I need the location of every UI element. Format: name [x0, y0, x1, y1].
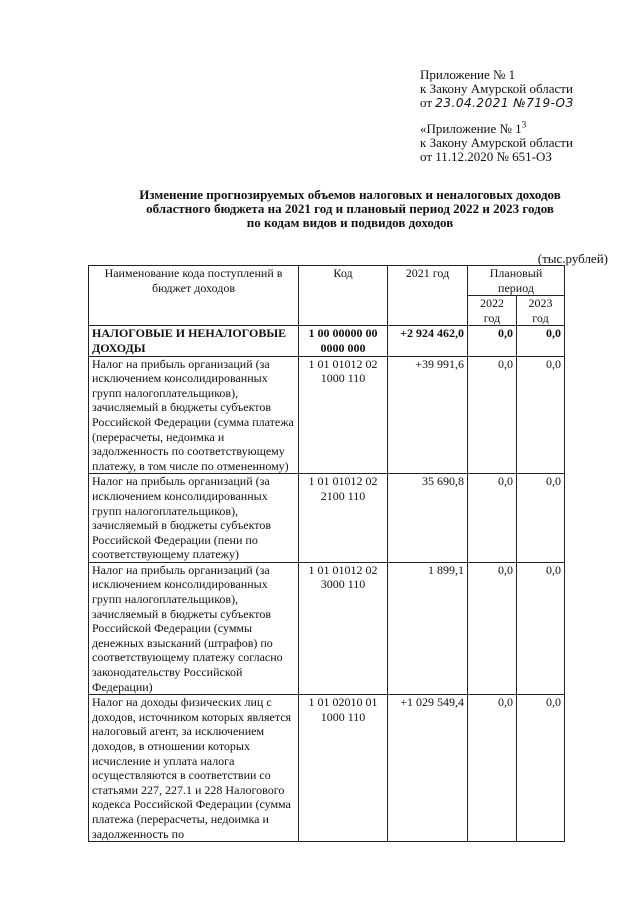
- row-name: Налог на прибыль организаций (за исключением консолидированных групп налогоплательщиков), зачисляемый в бюджеты субъектов Российской Федерации (суммы денежных взысканий (штрафов) по соответствующему платежу согласно законодательству Российской Федерации): [89, 562, 299, 694]
- row-2023: 0,0: [517, 562, 565, 694]
- title-line-2: областного бюджета на 2021 год и плановый период 2022 и 2023 годов: [146, 201, 554, 216]
- previous-appendix-header: [420, 119, 573, 164]
- title-line-3: по кодам видов и подвидов доходов: [246, 215, 454, 230]
- row-2022: 0,0: [468, 562, 517, 694]
- table-row: [89, 474, 565, 563]
- header-2023: 2023 год: [517, 296, 565, 326]
- row-2021: +2 924 462,0: [388, 326, 468, 356]
- table-header-row: [89, 266, 565, 296]
- row-2023: 0,0: [517, 326, 565, 356]
- table-row: [89, 326, 565, 356]
- appendix-date-line: [420, 96, 574, 110]
- row-2021: +1 029 549,4: [388, 695, 468, 842]
- row-2022: 0,0: [468, 695, 517, 842]
- row-name: НАЛОГОВЫЕ И НЕНАЛОГОВЫЕ ДОХОДЫ: [89, 326, 299, 356]
- table-row: [89, 356, 565, 474]
- header-code: Код: [299, 266, 388, 326]
- appendix-law-ref: к Закону Амурской области: [420, 81, 573, 96]
- appendix-number: Приложение № 1: [420, 67, 516, 82]
- row-2022: 0,0: [468, 356, 517, 474]
- header-plan-period: Плановый период: [468, 266, 565, 296]
- title-line-1: Изменение прогнозируемых объемов налоговых и неналоговых доходов: [139, 187, 561, 202]
- row-name: Налог на прибыль организаций (за исключением консолидированных групп налогоплательщиков), зачисляемый в бюджеты субъектов Российской Федерации (сумма платежа (перерасчеты, недоимка и задолженность по соответствующему платежу, в том числе по отмененному): [89, 356, 299, 474]
- row-2023: 0,0: [517, 695, 565, 842]
- row-code: 1 01 02010 01 1000 110: [299, 695, 388, 842]
- row-2022: 0,0: [468, 326, 517, 356]
- units-label: (тыс.рублей): [537, 251, 608, 266]
- row-2023: 0,0: [517, 356, 565, 474]
- table-row: [89, 562, 565, 694]
- row-name: Налог на доходы физических лиц с доходов, источником которых является налоговый агент, за исключением доходов, в отношении которых исчисление и уплата налога осуществляются в соответствии со статьями 227, 227.1 и 228 Налогового кодекса Российской Федерации (сумма платежа (перерасчеты, недоимка и задолженность по: [89, 695, 299, 842]
- row-code: 1 01 01012 02 2100 110: [299, 474, 388, 563]
- row-code: 1 01 01012 02 3000 110: [299, 562, 388, 694]
- row-2023: 0,0: [517, 474, 565, 563]
- row-code: 1 01 01012 02 1000 110: [299, 356, 388, 474]
- row-2021: +39 991,6: [388, 356, 468, 474]
- handwritten-date-number: 23.04.2021 №719-ОЗ: [435, 96, 574, 110]
- header-2022: 2022 год: [468, 296, 517, 326]
- prev-appendix-number: «Приложение № $1^3$: [420, 119, 527, 136]
- header-name: Наименование кода поступлений в бюджет доходов: [89, 266, 299, 326]
- table-row: [89, 695, 565, 842]
- prev-appendix-date: от 11.12.2020 № 651-ОЗ: [420, 149, 552, 164]
- prev-appendix-law-ref: к Закону Амурской области: [420, 135, 573, 150]
- appendix-header: [420, 68, 574, 110]
- row-2021: 35 690,8: [388, 474, 468, 563]
- row-2021: 1 899,1: [388, 562, 468, 694]
- revenue-table: [88, 265, 565, 842]
- row-code: 1 00 00000 00 0000 000: [299, 326, 388, 356]
- row-name: Налог на прибыль организаций (за исключением консолидированных групп налогоплательщиков), зачисляемый в бюджеты субъектов Российской Федерации (пени по соответствующему платежу): [89, 474, 299, 563]
- row-2022: 0,0: [468, 474, 517, 563]
- header-2021: 2021 год: [388, 266, 468, 326]
- document-title: [70, 188, 630, 230]
- appendix-date-prefix: от: [420, 95, 433, 110]
